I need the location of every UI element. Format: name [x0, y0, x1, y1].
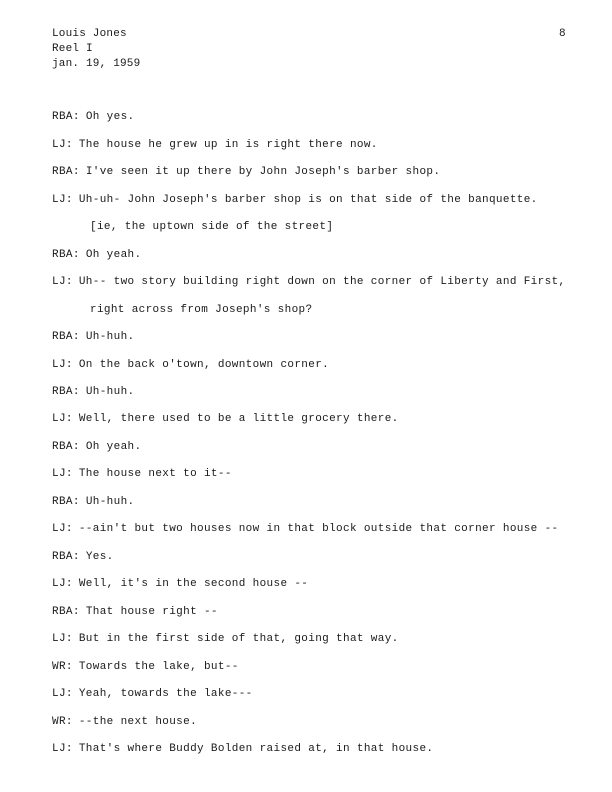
line-text: Oh yeah.	[85, 249, 142, 261]
speaker-label: RBA:	[52, 166, 80, 178]
transcript-line	[52, 633, 399, 645]
line-text: Towards the lake, but--	[78, 661, 239, 673]
speaker-label: LJ:	[52, 633, 73, 645]
transcript-line	[52, 166, 440, 178]
speaker-label: LJ:	[52, 139, 73, 151]
transcript-line	[52, 551, 114, 563]
speaker-label: RBA:	[52, 496, 80, 508]
transcript-line	[52, 386, 134, 398]
transcript-line	[52, 578, 308, 590]
line-text: Well, it's in the second house --	[78, 578, 309, 590]
line-text: Uh-- two story building right down on the corner of Liberty and First,	[78, 276, 566, 288]
speaker-label: RBA:	[52, 606, 80, 618]
speaker-label: RBA:	[52, 441, 80, 453]
speaker-label: LJ:	[52, 194, 73, 206]
speaker-label: LJ:	[52, 523, 73, 535]
transcript-line	[52, 249, 141, 261]
transcript-line	[52, 496, 134, 508]
transcript-line	[52, 441, 141, 453]
transcript-line	[52, 276, 565, 288]
interview-date: jan. 19, 1959	[52, 58, 141, 70]
line-text: But in the first side of that, going that way.	[78, 633, 399, 645]
line-text: That's where Buddy Bolden raised at, in that house.	[78, 743, 434, 755]
transcript-line	[52, 111, 134, 123]
transcript-line	[52, 331, 134, 343]
speaker-label: LJ:	[52, 578, 73, 590]
transcript-line	[52, 606, 218, 618]
transcript-line	[52, 661, 239, 673]
transcript-line	[52, 468, 232, 480]
line-text: Uh-huh.	[85, 331, 135, 343]
line-text: Oh yeah.	[85, 441, 142, 453]
speaker-label: RBA:	[52, 551, 80, 563]
reel-label: Reel I	[52, 43, 93, 55]
line-text: Yes.	[85, 551, 114, 563]
transcript-line	[52, 523, 558, 535]
transcript-line	[52, 743, 433, 755]
interviewee-name: Louis Jones	[52, 28, 127, 40]
line-text: [ie, the uptown side of the street]	[90, 221, 334, 233]
line-text: The house next to it--	[78, 468, 232, 480]
transcript-line	[52, 139, 378, 151]
transcript-line	[52, 688, 253, 700]
line-text: --ain't but two houses now in that block outside that corner house --	[78, 523, 559, 535]
speaker-label: RBA:	[52, 386, 80, 398]
line-text: That house right --	[85, 606, 218, 618]
transcript-continuation	[90, 221, 333, 233]
line-text: Well, there used to be a little grocery there.	[78, 413, 399, 425]
line-text: Yeah, towards the lake---	[78, 688, 253, 700]
transcript-continuation	[90, 304, 312, 316]
speaker-label: WR:	[52, 661, 73, 673]
transcript-line	[52, 194, 538, 206]
page-number: 8	[559, 28, 566, 40]
line-text: Uh-huh.	[85, 496, 135, 508]
speaker-label: LJ:	[52, 688, 73, 700]
speaker-label: WR:	[52, 716, 73, 728]
speaker-label: RBA:	[52, 249, 80, 261]
line-text: --the next house.	[78, 716, 198, 728]
speaker-label: LJ:	[52, 276, 73, 288]
transcript-line	[52, 413, 399, 425]
line-text: I've seen it up there by John Joseph's barber shop.	[85, 166, 441, 178]
line-text: Uh-uh- John Joseph's barber shop is on that side of the banquette.	[78, 194, 538, 206]
speaker-label: LJ:	[52, 743, 73, 755]
line-text: The house he grew up in is right there now.	[78, 139, 378, 151]
speaker-label: LJ:	[52, 359, 73, 371]
line-text: right across from Joseph's shop?	[90, 304, 313, 316]
transcript-line	[52, 716, 197, 728]
line-text: On the back o'town, downtown corner.	[78, 359, 330, 371]
speaker-label: RBA:	[52, 111, 80, 123]
transcript-line	[52, 359, 329, 371]
speaker-label: RBA:	[52, 331, 80, 343]
line-text: Oh yes.	[85, 111, 135, 123]
speaker-label: LJ:	[52, 413, 73, 425]
line-text: Uh-huh.	[85, 386, 135, 398]
speaker-label: LJ:	[52, 468, 73, 480]
